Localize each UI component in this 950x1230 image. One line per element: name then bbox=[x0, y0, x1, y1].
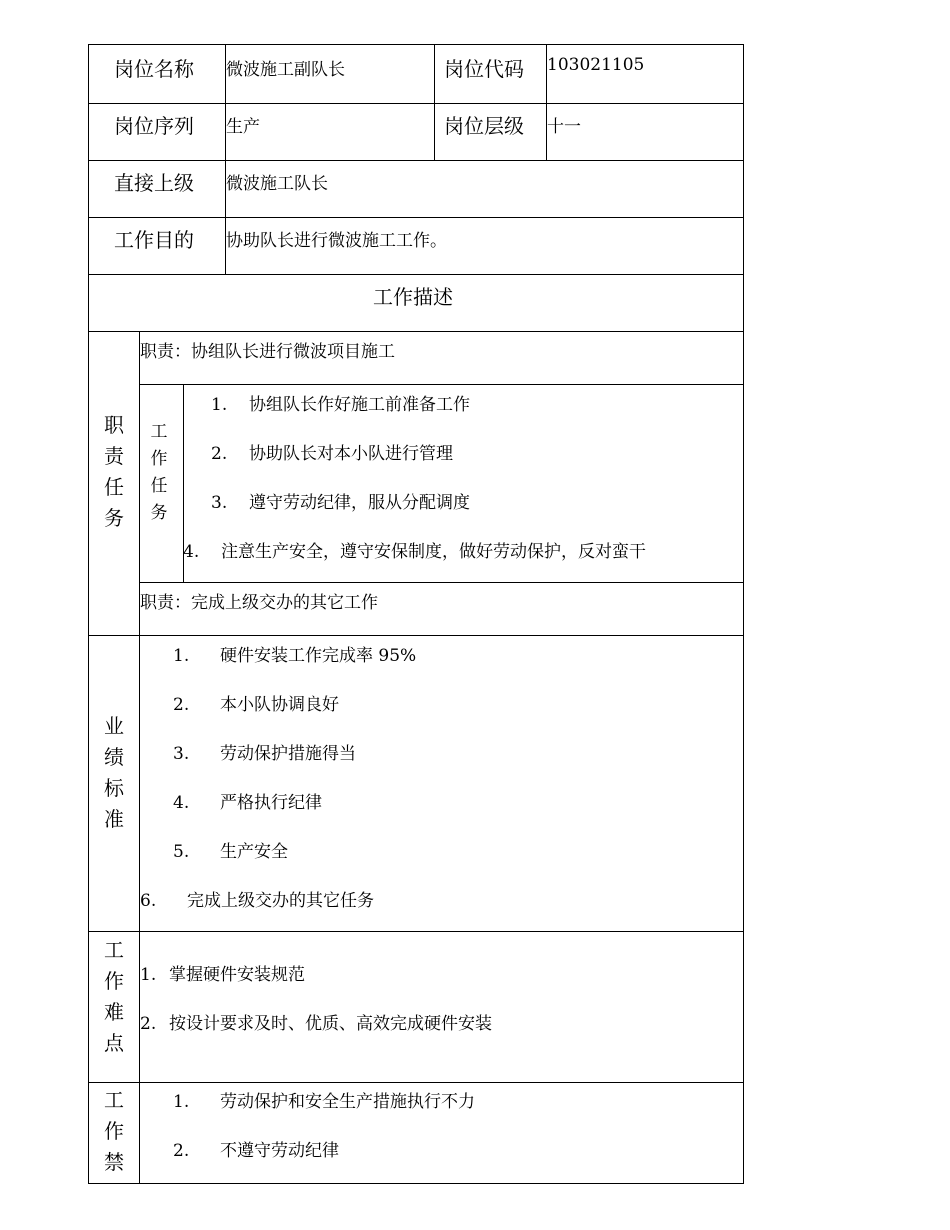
difficulty-text: 按设计要求及时、优质、高效完成硬件安装 bbox=[169, 1014, 492, 1034]
task-num: 3. bbox=[211, 493, 228, 513]
difficulty-num: 1. bbox=[140, 965, 157, 985]
duties-label: 职责任务 bbox=[104, 413, 124, 530]
post-level-value-cell bbox=[546, 103, 744, 161]
task-num: 2. bbox=[211, 444, 228, 464]
performance-num: 2. bbox=[173, 695, 190, 715]
superior-value: 微波施工队长 bbox=[226, 174, 328, 194]
purpose-value: 协助队长进行微波施工工作。 bbox=[226, 231, 447, 251]
performance-num: 4. bbox=[173, 793, 190, 813]
task-num: 1. bbox=[211, 395, 228, 415]
job-description-table bbox=[88, 44, 744, 1184]
post-code-label: 岗位代码 bbox=[444, 57, 524, 81]
post-name-label-cell bbox=[88, 44, 226, 104]
difficulty-text: 掌握硬件安装规范 bbox=[169, 965, 305, 985]
prohibitions-label-cell bbox=[88, 1082, 140, 1184]
performance-item bbox=[173, 641, 416, 666]
performance-text: 本小队协调良好 bbox=[220, 695, 339, 715]
description-title-cell bbox=[88, 274, 744, 332]
difficulties-label-cell bbox=[88, 931, 140, 1083]
purpose-label-cell bbox=[88, 217, 226, 275]
difficulties-label: 工作难点 bbox=[104, 938, 124, 1055]
superior-label-cell bbox=[88, 160, 226, 218]
performance-item bbox=[173, 837, 288, 862]
post-level-label: 岗位层级 bbox=[444, 114, 524, 138]
prohibition-text: 劳动保护和安全生产措施执行不力 bbox=[220, 1092, 475, 1112]
superior-value-cell bbox=[225, 160, 744, 218]
duty1-text: 职责：协组队长进行微波项目施工 bbox=[140, 342, 395, 362]
duty2-cell bbox=[139, 582, 744, 636]
prohibition-text: 不遵守劳动纪律 bbox=[220, 1141, 339, 1161]
difficulty-num: 2. bbox=[140, 1014, 157, 1034]
difficulties-cell bbox=[139, 931, 744, 1083]
difficulty-item bbox=[140, 1009, 492, 1034]
superior-label: 直接上级 bbox=[114, 171, 194, 195]
prohibition-num: 2. bbox=[173, 1141, 190, 1161]
tasks-label: 工作任务 bbox=[150, 422, 168, 523]
post-series-label: 岗位序列 bbox=[114, 114, 194, 138]
task-item bbox=[211, 390, 470, 415]
task-text: 协助队长对本小队进行管理 bbox=[249, 444, 453, 464]
post-code-value: 103021105 bbox=[547, 55, 645, 75]
post-series-value-cell bbox=[225, 103, 435, 161]
post-code-value-cell bbox=[546, 44, 744, 104]
post-level-label-cell bbox=[434, 103, 547, 161]
prohibition-item bbox=[173, 1087, 475, 1112]
performance-text: 硬件安装工作完成率 95% bbox=[220, 646, 417, 666]
prohibitions-label: 工作禁 bbox=[104, 1088, 124, 1174]
performance-num: 6. bbox=[140, 891, 157, 911]
task-item bbox=[211, 439, 453, 464]
post-name-value: 微波施工副队长 bbox=[226, 60, 345, 80]
task-item bbox=[183, 537, 646, 562]
performance-text: 劳动保护措施得当 bbox=[220, 744, 356, 764]
tasks-cell bbox=[183, 384, 744, 583]
performance-num: 3. bbox=[173, 744, 190, 764]
performance-text: 完成上级交办的其它任务 bbox=[187, 891, 374, 911]
post-series-value: 生产 bbox=[226, 117, 260, 137]
performance-text: 生产安全 bbox=[220, 842, 288, 862]
post-name-value-cell bbox=[225, 44, 435, 104]
performance-num: 1. bbox=[173, 646, 190, 666]
purpose-label: 工作目的 bbox=[114, 228, 194, 252]
task-text: 协组队长作好施工前准备工作 bbox=[249, 395, 470, 415]
task-text: 注意生产安全，遵守安保制度，做好劳动保护，反对蛮干 bbox=[221, 542, 646, 562]
performance-item bbox=[173, 788, 322, 813]
difficulty-item bbox=[140, 960, 305, 985]
purpose-value-cell bbox=[225, 217, 744, 275]
performance-item bbox=[173, 739, 356, 764]
task-num: 4. bbox=[183, 542, 200, 562]
duty1-cell bbox=[139, 331, 744, 385]
tasks-label-cell bbox=[139, 384, 184, 583]
post-name-label: 岗位名称 bbox=[114, 57, 194, 81]
prohibition-item bbox=[173, 1136, 339, 1161]
duty2-text: 职责：完成上级交办的其它工作 bbox=[140, 593, 378, 613]
performance-cell bbox=[139, 635, 744, 932]
performance-num: 5. bbox=[173, 842, 190, 862]
performance-item bbox=[140, 886, 374, 911]
prohibition-num: 1. bbox=[173, 1092, 190, 1112]
description-title: 工作描述 bbox=[373, 285, 453, 309]
task-text: 遵守劳动纪律，服从分配调度 bbox=[249, 493, 470, 513]
task-item bbox=[211, 488, 470, 513]
prohibitions-cell bbox=[139, 1082, 744, 1184]
performance-label: 业绩标准 bbox=[104, 714, 124, 831]
post-code-label-cell bbox=[434, 44, 547, 104]
performance-item bbox=[173, 690, 339, 715]
post-series-label-cell bbox=[88, 103, 226, 161]
performance-label-cell bbox=[88, 635, 140, 932]
duties-label-cell bbox=[88, 331, 140, 636]
performance-text: 严格执行纪律 bbox=[220, 793, 322, 813]
post-level-value: 十一 bbox=[547, 117, 581, 137]
